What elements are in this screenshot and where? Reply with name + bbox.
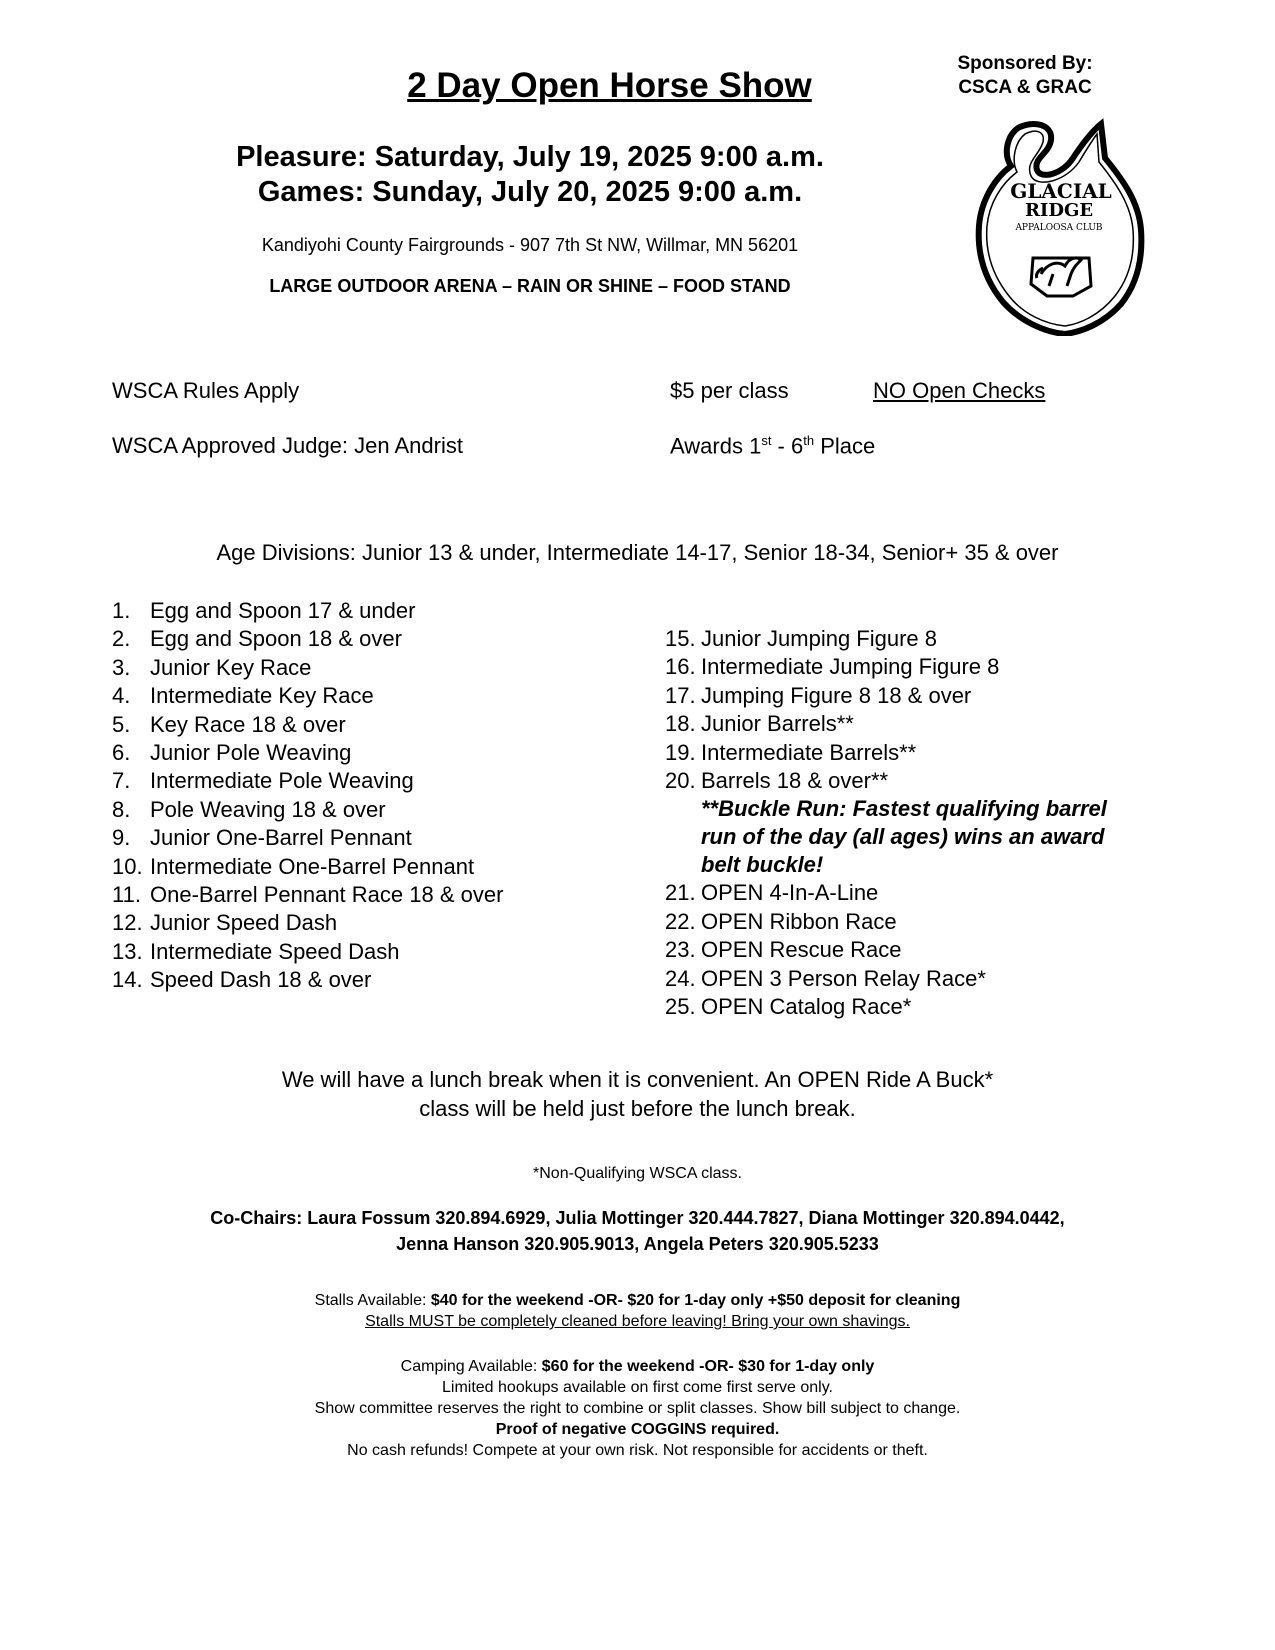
class-item (112, 796, 503, 824)
class-item (112, 654, 503, 682)
class-number: 6. (112, 740, 131, 766)
class-name: Intermediate Key Race (150, 683, 374, 709)
class-number: 4. (112, 683, 131, 709)
class-name: OPEN 4-In-A-Line (701, 880, 879, 906)
class-name: OPEN Ribbon Race (701, 908, 897, 934)
class-number: 14. (112, 967, 143, 993)
class-number: 24. (665, 965, 696, 991)
class-name: Intermediate Pole Weaving (150, 768, 414, 794)
class-number: 23. (665, 937, 696, 963)
class-item (112, 966, 503, 994)
lunch-note (0, 1065, 1275, 1123)
class-name: Jumping Figure 8 18 & over (701, 682, 972, 708)
committee-note: Show committee reserves the right to combine or split classes. Show bill subject to change. (314, 1400, 961, 1417)
class-item (112, 767, 503, 795)
awards-text-post: Place (814, 433, 876, 459)
co-chairs (0, 1205, 1275, 1257)
class-number: 22. (665, 908, 696, 934)
refund-note: No cash refunds! Compete at your own risk. Not responsible for accidents or theft. (347, 1442, 928, 1459)
page-title (0, 66, 1275, 106)
non-qualifying-note: *Non-Qualifying WSCA class. (533, 1165, 742, 1182)
lunch-line-2: class will be held just before the lunch break. (419, 1096, 856, 1121)
class-item (112, 853, 503, 881)
stalls-info (0, 1290, 1275, 1332)
class-name: OPEN Rescue Race (701, 937, 902, 963)
awards-note (670, 433, 875, 459)
buckle-run-note (665, 795, 1131, 879)
class-item (665, 682, 1131, 710)
class-name: Intermediate Barrels** (701, 739, 917, 765)
class-name: Egg and Spoon 17 & under (150, 598, 416, 623)
awards-text: Awards 1 (670, 433, 762, 459)
horse-icon (1036, 258, 1081, 286)
class-number: 19. (665, 739, 696, 765)
class-name: Junior One-Barrel Pennant (150, 825, 412, 851)
no-open-checks: NO Open Checks (873, 378, 1046, 403)
class-name: Intermediate Speed Dash (150, 938, 400, 964)
class-number: 7. (112, 768, 131, 794)
games-date: Games: Sunday, July 20, 2025 9:00 a.m. (257, 176, 803, 208)
class-name: Junior Speed Dash (150, 910, 338, 936)
class-item (112, 824, 503, 852)
class-list-left (112, 597, 503, 995)
venue-address: Kandiyohi County Fairgrounds - 907 7th St NW, Willmar, MN 56201 (261, 235, 799, 255)
co-chairs-line-2: Jenna Hanson 320.905.9013, Angela Peters 320.905.5233 (396, 1234, 879, 1254)
rules-note: WSCA Rules Apply (112, 378, 300, 403)
arena-banner: LARGE OUTDOOR ARENA – RAIN OR SHINE – FOOD STAND (269, 276, 791, 296)
class-fee: $5 per class (670, 378, 789, 403)
class-number: 18. (665, 711, 696, 737)
judge-note: WSCA Approved Judge: Jen Andrist (112, 433, 463, 458)
pleasure-date: Pleasure: Saturday, July 19, 2025 9:00 a.m. (236, 141, 824, 173)
lunch-line-1: We will have a lunch break when it is convenient. An OPEN Ride A Buck* (281, 1067, 994, 1092)
class-name: Intermediate One-Barrel Pennant (150, 853, 475, 879)
age-divisions: Age Divisions: Junior 13 & under, Intermediate 14-17, Senior 18-34, Senior+ 35 & over (216, 540, 1059, 565)
class-number: 20. (665, 768, 696, 794)
hookups-note: Limited hookups available on first come first serve only. (442, 1379, 833, 1396)
class-item (112, 682, 503, 710)
class-name: Junior Jumping Figure 8 (701, 626, 938, 651)
class-name: Pole Weaving 18 & over (150, 796, 386, 822)
class-item (112, 625, 503, 653)
class-number: 12. (112, 910, 143, 936)
class-number: 1. (112, 598, 131, 623)
class-item (112, 881, 503, 909)
class-number: 11. (112, 882, 141, 908)
class-item (665, 767, 1131, 795)
awards-text-mid: - 6 (771, 433, 804, 459)
class-item (112, 739, 503, 767)
class-item (665, 908, 1131, 936)
class-name: Key Race 18 & over (150, 711, 346, 737)
logo-text-club: APPALOOSA CLUB (1015, 223, 1103, 233)
class-item (665, 653, 1131, 681)
buckle-run-text: **Buckle Run: Fastest qualifying barrel run of the day (all ages) wins an award belt buckle! (701, 796, 1107, 878)
class-item (112, 597, 503, 625)
class-item (112, 909, 503, 937)
class-item (665, 739, 1131, 767)
stalls-warning: Stalls MUST be completely cleaned before leaving! Bring your own shavings. (365, 1313, 910, 1330)
class-name: Barrels 18 & over** (701, 768, 889, 794)
stalls-detail: $40 for the weekend -OR- $20 for 1-day only +$50 deposit for cleaning (430, 1292, 961, 1309)
class-item (665, 965, 1131, 993)
logo-text-ridge: RIDGE (1024, 200, 1094, 221)
class-number: 9. (112, 825, 131, 851)
co-chairs-line-1: Co-Chairs: Laura Fossum 320.894.6929, Julia Mottinger 320.444.7827, Diana Mottinger 320.894.0442, (210, 1208, 1065, 1228)
sponsor-names: CSCA & GRAC (958, 77, 1092, 98)
class-number: 17. (665, 682, 696, 708)
class-number: 10. (112, 853, 143, 879)
class-list-right (665, 625, 1131, 1021)
camping-label: Camping Available: (400, 1358, 542, 1375)
class-item (665, 710, 1131, 738)
class-number: 21. (665, 880, 696, 906)
class-name: Junior Pole Weaving (150, 740, 352, 766)
awards-sup-2: th (803, 433, 815, 448)
logo-text-glacial: GLACIAL (1010, 179, 1112, 203)
class-name: Intermediate Jumping Figure 8 (701, 654, 1000, 680)
page-title-text: 2 Day Open Horse Show (407, 66, 812, 105)
class-number: 25. (665, 994, 696, 1020)
coggins-note: Proof of negative COGGINS required. (495, 1421, 780, 1438)
class-item (665, 879, 1131, 907)
stalls-label: Stalls Available: (314, 1292, 431, 1309)
class-name: Speed Dash 18 & over (150, 967, 372, 993)
class-name: Junior Key Race (150, 654, 312, 680)
camping-info (0, 1356, 1275, 1461)
class-number: 13. (112, 938, 143, 964)
class-name: Egg and Spoon 18 & over (150, 626, 402, 652)
class-item (665, 936, 1131, 964)
glacial-ridge-logo (973, 118, 1145, 336)
class-number: 2. (112, 626, 131, 652)
class-item (665, 993, 1131, 1021)
class-name: OPEN 3 Person Relay Race* (701, 965, 986, 991)
class-number: 5. (112, 711, 131, 737)
sponsor-label: Sponsored By: (957, 53, 1093, 74)
class-number: 16. (665, 654, 696, 680)
class-item (112, 938, 503, 966)
class-item (665, 625, 1131, 653)
class-number: 8. (112, 796, 131, 822)
class-name: Junior Barrels** (701, 711, 854, 737)
camping-detail: $60 for the weekend -OR- $30 for 1-day only (541, 1358, 875, 1375)
awards-sup-1: st (761, 433, 772, 448)
class-item (112, 711, 503, 739)
class-number: 15. (665, 626, 696, 651)
class-name: OPEN Catalog Race* (701, 994, 912, 1020)
class-name: One-Barrel Pennant Race 18 & over (150, 882, 504, 908)
class-number: 3. (112, 654, 131, 680)
